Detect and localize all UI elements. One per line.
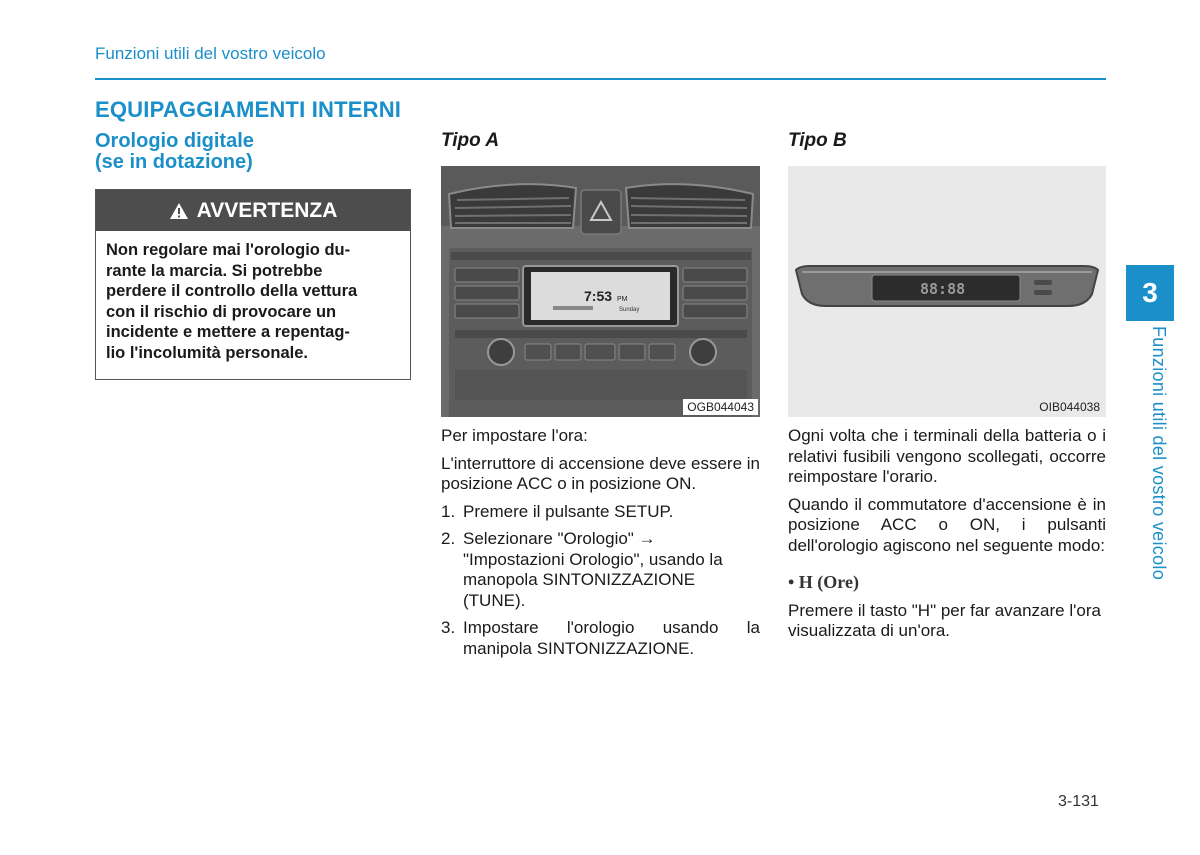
list-number: 1.	[441, 501, 456, 521]
warning-box	[95, 189, 411, 380]
running-header: Funzioni utili del vostro veicolo	[95, 44, 326, 63]
body-paragraph: L'interruttore di accensione deve essere in posizione ACC o in posizione ON.	[441, 453, 760, 493]
list-item	[441, 529, 760, 611]
radio-day-display: Sunday	[619, 307, 640, 313]
list-number: 2.	[441, 529, 456, 548]
bullet-heading: • H (Ore)	[788, 572, 859, 592]
tipo-a-text	[441, 426, 760, 666]
digital-clock-illustration	[788, 166, 1106, 417]
tipo-a-photo	[441, 166, 760, 417]
warning-line: lio l'incolumità personale.	[106, 343, 308, 362]
tipo-b-label: Tipo B	[788, 130, 847, 151]
chapter-tab: 3	[1126, 265, 1174, 321]
warning-header	[96, 190, 410, 231]
warning-triangle-icon	[169, 202, 189, 220]
body-paragraph: Ogni volta che i terminali della batteria o i relativi fusibili vengono scollegati, occorre reimpostare l'orario.	[788, 426, 1106, 486]
list-item	[441, 618, 760, 659]
image-code: OGB044043	[683, 399, 758, 415]
tipo-b-text	[788, 426, 1106, 649]
list-text: Impostare l'orologio usando la manipola SINTONIZZAZIONE.	[463, 618, 760, 658]
warning-text	[96, 231, 410, 363]
warning-line: Non regolare mai l'orologio du-	[106, 241, 351, 259]
subsection-title	[95, 131, 254, 173]
warning-line: perdere il controllo della vettura	[106, 282, 358, 300]
radio-ampm-display: PM	[617, 296, 628, 303]
list-number: 3.	[441, 618, 456, 637]
radio-time-display: 7:53	[584, 288, 613, 304]
warning-line: rante la marcia. Si potrebbe	[106, 261, 323, 280]
body-paragraph: Premere il tasto "H" per far avanzare l'ora visualizzata di un'ora.	[788, 600, 1101, 640]
warning-line: con il rischio di provocare un	[106, 302, 337, 321]
list-text: Selezionare "Orologio" → "Impostazioni Orologio", usando la manopola SINTONIZZAZIONE (TUNE).	[463, 529, 723, 610]
warning-label: AVVERTENZA	[196, 198, 338, 222]
image-code: OIB044038	[1035, 399, 1104, 415]
subsection-title-line1: Orologio digitale	[95, 130, 254, 152]
section-title: EQUIPAGGIAMENTI INTERNI	[95, 97, 402, 122]
tipo-a-label: Tipo A	[441, 130, 500, 151]
tipo-b-photo	[788, 166, 1106, 417]
page-number: 3-131	[1058, 793, 1099, 810]
body-paragraph: Quando il commutatore d'accensione è in posizione ACC o ON, i pulsanti dell'orologio agiscono nel seguente modo:	[788, 494, 1106, 555]
list-item	[441, 502, 760, 523]
dashboard-radio-illustration	[441, 166, 760, 417]
clock-display: 88:88	[920, 280, 966, 298]
chapter-side-title: Funzioni utili del vostro veicolo	[1149, 326, 1169, 581]
list-text: Premere il pulsante SETUP.	[463, 501, 674, 521]
intro-text: Per impostare l'ora:	[441, 426, 588, 445]
subsection-title-line2: (se in dotazione)	[95, 151, 253, 173]
warning-line: incidente e mettere a repentag-	[106, 323, 350, 341]
header-rule	[95, 78, 1106, 80]
